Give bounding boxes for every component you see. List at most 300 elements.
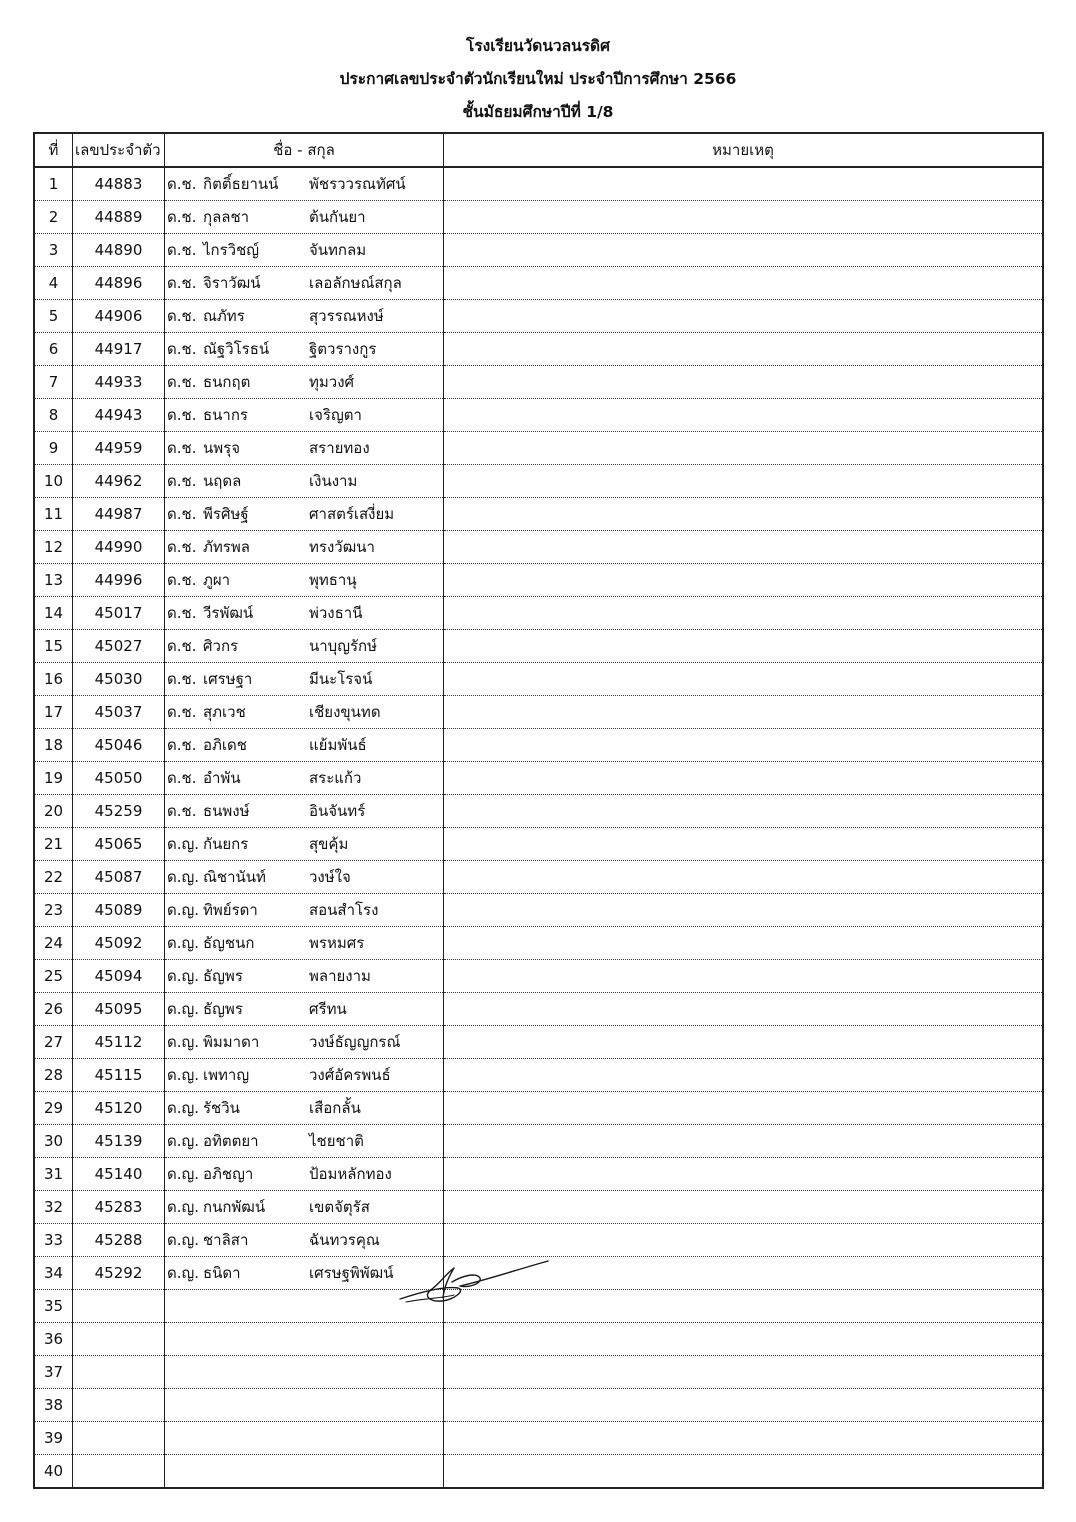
- student-name: [165, 366, 444, 399]
- student-id: 45089: [73, 894, 165, 927]
- last-name: สุขคุ้ม: [309, 835, 349, 853]
- remarks-cell: [444, 729, 1044, 762]
- row-number: 5: [34, 300, 73, 333]
- first-name: ธัญพร: [203, 967, 243, 985]
- student-id: 44996: [73, 564, 165, 597]
- name-prefix: ด.ช.: [167, 373, 197, 391]
- table-row: [34, 333, 1043, 366]
- remarks-cell: [444, 696, 1044, 729]
- row-number: 26: [34, 993, 73, 1026]
- row-number: 3: [34, 234, 73, 267]
- row-number: 33: [34, 1224, 73, 1257]
- student-id: 45050: [73, 762, 165, 795]
- first-name: จิราวัฒน์: [203, 274, 261, 292]
- first-name: ทิพย์รดา: [203, 901, 258, 919]
- column-header-student-id: เลขประจำตัว: [73, 133, 165, 167]
- last-name: พลายงาม: [309, 967, 371, 985]
- name-prefix: ด.ญ.: [167, 1231, 200, 1249]
- student-name: [165, 729, 444, 762]
- student-name: [165, 894, 444, 927]
- last-name: ฉันทวรคุณ: [309, 1231, 380, 1249]
- remarks-cell: [444, 201, 1044, 234]
- last-name: เสือกลั้น: [309, 1099, 361, 1117]
- last-name: เขตจัตุรัส: [309, 1198, 370, 1216]
- remarks-cell: [444, 1389, 1044, 1422]
- student-id: 45027: [73, 630, 165, 663]
- student-id: [73, 1290, 165, 1323]
- row-number: 32: [34, 1191, 73, 1224]
- student-name: [165, 498, 444, 531]
- remarks-cell: [444, 333, 1044, 366]
- name-prefix: ด.ช.: [167, 538, 197, 556]
- last-name: เชียงขุนทด: [309, 703, 381, 721]
- name-prefix: ด.ญ.: [167, 1264, 200, 1282]
- name-prefix: ด.ญ.: [167, 868, 200, 886]
- first-name: กุลลชา: [203, 208, 250, 226]
- last-name: เศรษฐพิพัฒน์: [309, 1264, 394, 1282]
- student-id: 45115: [73, 1059, 165, 1092]
- remarks-cell: [444, 531, 1044, 564]
- student-id: [73, 1356, 165, 1389]
- student-id: 44883: [73, 167, 165, 201]
- student-id: 45112: [73, 1026, 165, 1059]
- student-id: 44962: [73, 465, 165, 498]
- row-number: 25: [34, 960, 73, 993]
- remarks-cell: [444, 960, 1044, 993]
- table-row: [34, 167, 1043, 201]
- row-number: 35: [34, 1290, 73, 1323]
- student-id: 45087: [73, 861, 165, 894]
- table-row: [34, 1092, 1043, 1125]
- first-name: ธนากร: [203, 406, 248, 424]
- table-row: [34, 597, 1043, 630]
- student-name: [165, 1224, 444, 1257]
- last-name: วงษ์ธัญญกรณ์: [309, 1033, 401, 1051]
- name-prefix: ด.ญ.: [167, 835, 200, 853]
- student-id: 44959: [73, 432, 165, 465]
- row-number: 19: [34, 762, 73, 795]
- row-number: 10: [34, 465, 73, 498]
- table-row: [34, 1125, 1043, 1158]
- first-name: สุภเวช: [203, 703, 246, 721]
- table-row: [34, 300, 1043, 333]
- table-row: [34, 1356, 1043, 1389]
- remarks-cell: [444, 828, 1044, 861]
- last-name: พัชรววรณทัศน์: [309, 175, 406, 193]
- remarks-cell: [444, 234, 1044, 267]
- row-number: 4: [34, 267, 73, 300]
- last-name: นาบุญรักษ์: [309, 637, 378, 655]
- school-name: โรงเรียนวัดนวลนรดิศ: [466, 37, 610, 55]
- row-number: 17: [34, 696, 73, 729]
- table-row: [34, 993, 1043, 1026]
- name-prefix: ด.ช.: [167, 703, 197, 721]
- last-name: จันทกลม: [309, 241, 367, 259]
- row-number: 13: [34, 564, 73, 597]
- student-id: 44896: [73, 267, 165, 300]
- first-name: พิมมาดา: [203, 1033, 260, 1051]
- first-name: ธนกฤต: [203, 373, 251, 391]
- row-number: 30: [34, 1125, 73, 1158]
- student-id: [73, 1323, 165, 1356]
- name-prefix: ด.ช.: [167, 637, 197, 655]
- row-number: 29: [34, 1092, 73, 1125]
- table-row: [34, 267, 1043, 300]
- student-name: [165, 300, 444, 333]
- remarks-cell: [444, 1158, 1044, 1191]
- remarks-cell: [444, 894, 1044, 927]
- name-prefix: ด.ช.: [167, 208, 197, 226]
- table-row: [34, 366, 1043, 399]
- remarks-cell: [444, 630, 1044, 663]
- row-number: 16: [34, 663, 73, 696]
- name-prefix: ด.ญ.: [167, 1000, 200, 1018]
- row-number: 24: [34, 927, 73, 960]
- student-name: [165, 927, 444, 960]
- student-name: [165, 465, 444, 498]
- student-id: 45065: [73, 828, 165, 861]
- first-name: กันยกร: [203, 835, 249, 853]
- first-name: กิตติ์ธยานน์: [203, 175, 279, 193]
- remarks-cell: [444, 861, 1044, 894]
- last-name: สอนสำโรง: [309, 901, 379, 919]
- name-prefix: ด.ญ.: [167, 934, 200, 952]
- student-name: [165, 1323, 444, 1356]
- first-name: อำพัน: [203, 769, 241, 787]
- table-row: [34, 1158, 1043, 1191]
- first-name: ธนพงษ์: [203, 802, 250, 820]
- student-name: [165, 234, 444, 267]
- last-name: เลอลักษณ์สกุล: [309, 274, 402, 292]
- student-id: 45140: [73, 1158, 165, 1191]
- student-id: 45046: [73, 729, 165, 762]
- student-name: [165, 1026, 444, 1059]
- student-id: 45288: [73, 1224, 165, 1257]
- last-name: สรายทอง: [309, 439, 370, 457]
- column-header-no: ที่: [34, 133, 73, 167]
- last-name: ศรีทน: [309, 1000, 347, 1018]
- row-number: 12: [34, 531, 73, 564]
- name-prefix: ด.ช.: [167, 670, 197, 688]
- table-row: [34, 927, 1043, 960]
- student-name: [165, 267, 444, 300]
- remarks-cell: [444, 564, 1044, 597]
- student-name: [165, 696, 444, 729]
- row-number: 11: [34, 498, 73, 531]
- name-prefix: ด.ช.: [167, 307, 197, 325]
- last-name: ป้อมหลักทอง: [309, 1165, 392, 1183]
- student-name: [165, 762, 444, 795]
- remarks-cell: [444, 366, 1044, 399]
- class-label: ชั้นมัธยมศึกษาปีที่ 1/8: [462, 103, 614, 121]
- student-id: 45120: [73, 1092, 165, 1125]
- student-name: [165, 1125, 444, 1158]
- student-name: [165, 432, 444, 465]
- last-name: ฐิตวรางกูร: [309, 340, 377, 358]
- name-prefix: ด.ช.: [167, 571, 197, 589]
- first-name: พีรศิษฐ์: [203, 505, 249, 523]
- first-name: เพทาญ: [203, 1066, 250, 1084]
- remarks-cell: [444, 1323, 1044, 1356]
- first-name: วีรพัฒน์: [203, 604, 254, 622]
- first-name: รัชวิน: [203, 1099, 240, 1117]
- student-name: [165, 993, 444, 1026]
- table-row: [34, 1224, 1043, 1257]
- table-row: [34, 1422, 1043, 1455]
- table-row: [34, 696, 1043, 729]
- student-id: [73, 1422, 165, 1455]
- remarks-cell: [444, 597, 1044, 630]
- row-number: 9: [34, 432, 73, 465]
- last-name: เงินงาม: [309, 472, 358, 490]
- row-number: 23: [34, 894, 73, 927]
- row-number: 8: [34, 399, 73, 432]
- student-name: [165, 1158, 444, 1191]
- row-number: 37: [34, 1356, 73, 1389]
- announcement-title: ประกาศเลขประจำตัวนักเรียนใหม่ ประจำปีการศึกษา 2566: [339, 70, 737, 88]
- first-name: ธัญชนก: [203, 934, 255, 952]
- name-prefix: ด.ญ.: [167, 967, 200, 985]
- last-name: พรหมศร: [309, 934, 365, 952]
- last-name: ทรงวัฒนา: [309, 538, 375, 556]
- remarks-cell: [444, 1026, 1044, 1059]
- table-row: [34, 498, 1043, 531]
- name-prefix: ด.ญ.: [167, 1198, 200, 1216]
- student-name: [165, 167, 444, 201]
- row-number: 39: [34, 1422, 73, 1455]
- remarks-cell: [444, 762, 1044, 795]
- student-id: 45092: [73, 927, 165, 960]
- remarks-cell: [444, 1059, 1044, 1092]
- table-row: [34, 1059, 1043, 1092]
- first-name: ธนิดา: [203, 1264, 241, 1282]
- remarks-cell: [444, 1191, 1044, 1224]
- remarks-cell: [444, 993, 1044, 1026]
- first-name: ภูผา: [203, 571, 231, 589]
- remarks-cell: [444, 1125, 1044, 1158]
- student-id: 44933: [73, 366, 165, 399]
- first-name: ศิวกร: [203, 637, 239, 655]
- column-header-name: ชื่อ - สกุล: [165, 133, 444, 167]
- remarks-cell: [444, 465, 1044, 498]
- row-number: 2: [34, 201, 73, 234]
- first-name: อทิตตยา: [203, 1132, 259, 1150]
- student-name: [165, 564, 444, 597]
- remarks-cell: [444, 498, 1044, 531]
- first-name: กนกพัฒน์: [203, 1198, 266, 1216]
- last-name: ไชยชาติ: [309, 1132, 364, 1150]
- last-name: ศาสตร์เสงี่ยม: [309, 505, 395, 523]
- name-prefix: ด.ช.: [167, 769, 197, 787]
- row-number: 27: [34, 1026, 73, 1059]
- student-id: 44917: [73, 333, 165, 366]
- last-name: แย้มพันธ์: [309, 736, 367, 754]
- name-prefix: ด.ช.: [167, 472, 197, 490]
- row-number: 22: [34, 861, 73, 894]
- student-name: [165, 399, 444, 432]
- remarks-cell: [444, 795, 1044, 828]
- student-name: [165, 663, 444, 696]
- student-name: [165, 795, 444, 828]
- table-row: [34, 1026, 1043, 1059]
- student-name: [165, 1059, 444, 1092]
- remarks-cell: [444, 300, 1044, 333]
- student-name: [165, 828, 444, 861]
- signature-image: [396, 1258, 552, 1308]
- table-row: [34, 795, 1043, 828]
- name-prefix: ด.ญ.: [167, 1099, 200, 1117]
- first-name: ณภัทร: [203, 307, 245, 325]
- name-prefix: ด.ญ.: [167, 1066, 200, 1084]
- remarks-cell: [444, 1224, 1044, 1257]
- table-row: [34, 729, 1043, 762]
- first-name: ณิชานันท์: [203, 868, 266, 886]
- remarks-cell: [444, 1092, 1044, 1125]
- table-row: [34, 564, 1043, 597]
- first-name: นพรุจ: [203, 439, 240, 457]
- table-row: [34, 399, 1043, 432]
- table-row: [34, 828, 1043, 861]
- student-id: 44890: [73, 234, 165, 267]
- row-number: 20: [34, 795, 73, 828]
- student-name: [165, 1422, 444, 1455]
- student-name: [165, 531, 444, 564]
- student-name: [165, 333, 444, 366]
- remarks-cell: [444, 927, 1044, 960]
- table-header-row: [34, 133, 1043, 167]
- student-id: 45030: [73, 663, 165, 696]
- student-name: [165, 1092, 444, 1125]
- table-row: [34, 1389, 1043, 1422]
- first-name: อภิเดช: [203, 736, 247, 754]
- student-id: [73, 1389, 165, 1422]
- student-name: [165, 1191, 444, 1224]
- table-row: [34, 960, 1043, 993]
- table-row: [34, 201, 1043, 234]
- row-number: 1: [34, 167, 73, 201]
- row-number: 28: [34, 1059, 73, 1092]
- student-name: [165, 1389, 444, 1422]
- last-name: อินจันทร์: [309, 802, 366, 820]
- remarks-cell: [444, 1422, 1044, 1455]
- row-number: 34: [34, 1257, 73, 1290]
- last-name: วงศ์อัครพนธ์: [309, 1066, 391, 1084]
- student-id: 44906: [73, 300, 165, 333]
- student-id: 45283: [73, 1191, 165, 1224]
- student-name: [165, 960, 444, 993]
- remarks-cell: [444, 167, 1044, 201]
- name-prefix: ด.ช.: [167, 241, 197, 259]
- name-prefix: ด.ช.: [167, 439, 197, 457]
- document-header: [0, 30, 1076, 129]
- remarks-cell: [444, 399, 1044, 432]
- row-number: 38: [34, 1389, 73, 1422]
- table-row: [34, 663, 1043, 696]
- last-name: มีนะโรจน์: [309, 670, 373, 688]
- student-id: 44987: [73, 498, 165, 531]
- student-name: [165, 597, 444, 630]
- table-row: [34, 234, 1043, 267]
- student-name: [165, 1356, 444, 1389]
- student-id: [73, 1455, 165, 1489]
- name-prefix: ด.ญ.: [167, 1033, 200, 1051]
- remarks-cell: [444, 663, 1044, 696]
- table-row: [34, 432, 1043, 465]
- row-number: 14: [34, 597, 73, 630]
- student-id: 45094: [73, 960, 165, 993]
- name-prefix: ด.ช.: [167, 340, 197, 358]
- remarks-cell: [444, 1455, 1044, 1489]
- last-name: ทุมวงศ์: [309, 373, 355, 391]
- remarks-cell: [444, 267, 1044, 300]
- row-number: 21: [34, 828, 73, 861]
- table-row: [34, 465, 1043, 498]
- last-name: สุวรรณหงษ์: [309, 307, 384, 325]
- row-number: 31: [34, 1158, 73, 1191]
- name-prefix: ด.ช.: [167, 406, 197, 424]
- name-prefix: ด.ช.: [167, 505, 197, 523]
- table-row: [34, 630, 1043, 663]
- last-name: เจริญตา: [309, 406, 362, 424]
- first-name: เศรษฐา: [203, 670, 253, 688]
- name-prefix: ด.ช.: [167, 736, 197, 754]
- row-number: 7: [34, 366, 73, 399]
- row-number: 36: [34, 1323, 73, 1356]
- name-prefix: ด.ช.: [167, 604, 197, 622]
- table-row: [34, 1191, 1043, 1224]
- student-id: 45139: [73, 1125, 165, 1158]
- student-id: 44990: [73, 531, 165, 564]
- student-id: 45037: [73, 696, 165, 729]
- column-header-remarks: หมายเหตุ: [444, 133, 1044, 167]
- row-number: 40: [34, 1455, 73, 1489]
- first-name: นฤดล: [203, 472, 242, 490]
- name-prefix: ด.ช.: [167, 175, 197, 193]
- row-number: 18: [34, 729, 73, 762]
- name-prefix: ด.ญ.: [167, 901, 200, 919]
- student-id: 45017: [73, 597, 165, 630]
- name-prefix: ด.ญ.: [167, 1132, 200, 1150]
- table-row: [34, 1323, 1043, 1356]
- remarks-cell: [444, 432, 1044, 465]
- last-name: ต้นกันยา: [309, 208, 366, 226]
- first-name: ชาลิสา: [203, 1231, 249, 1249]
- first-name: ภัทรพล: [203, 538, 250, 556]
- student-id: 45095: [73, 993, 165, 1026]
- last-name: วงษ์ใจ: [309, 868, 351, 886]
- student-id: 44943: [73, 399, 165, 432]
- table-row: [34, 894, 1043, 927]
- row-number: 6: [34, 333, 73, 366]
- first-name: ธัญพร: [203, 1000, 243, 1018]
- last-name: พุทธานุ: [309, 571, 357, 589]
- table-row: [34, 531, 1043, 564]
- first-name: ณัฐวิโรธน์: [203, 340, 270, 358]
- student-name: [165, 201, 444, 234]
- first-name: ไกรวิชญ์: [203, 241, 260, 259]
- name-prefix: ด.ช.: [167, 274, 197, 292]
- last-name: พ่วงธานี: [309, 604, 363, 622]
- student-id: 45292: [73, 1257, 165, 1290]
- last-name: สระแก้ว: [309, 769, 362, 787]
- student-id: 44889: [73, 201, 165, 234]
- student-id: 45259: [73, 795, 165, 828]
- first-name: อภิชญา: [203, 1165, 254, 1183]
- student-name: [165, 630, 444, 663]
- table-row: [34, 861, 1043, 894]
- student-name: [165, 861, 444, 894]
- student-name: [165, 1455, 444, 1489]
